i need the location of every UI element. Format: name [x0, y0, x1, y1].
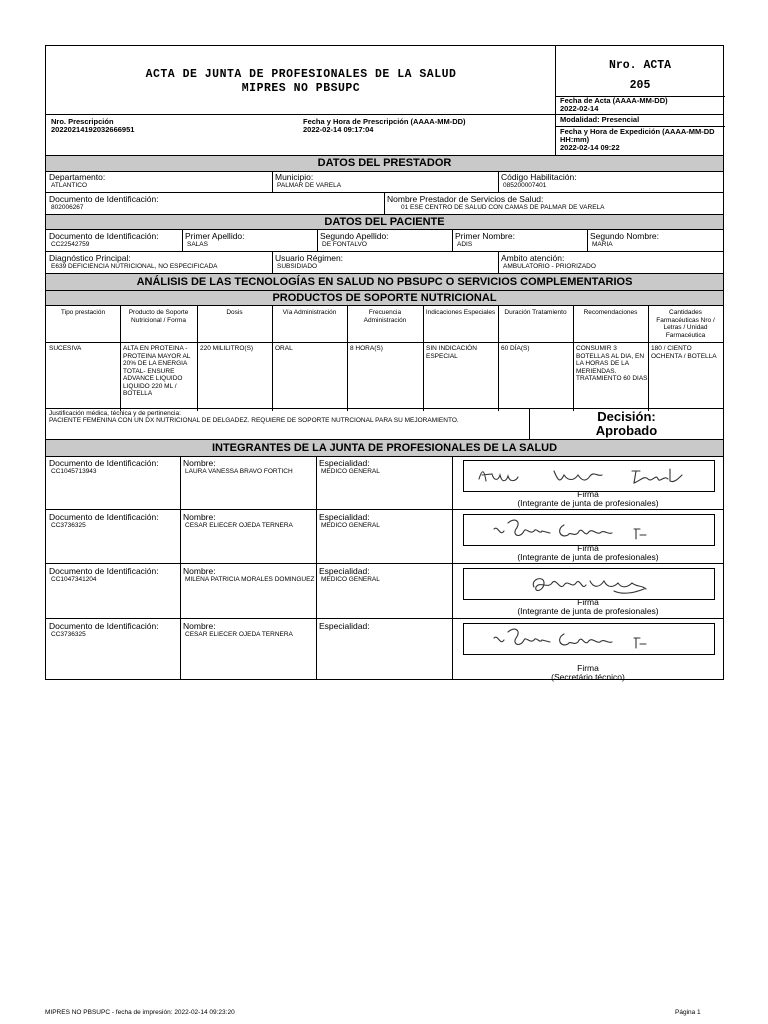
decision-value: Aprobado — [595, 423, 658, 438]
member-nombre-field: Nombre: LAURA VANESSA BRAVO FORTICH — [183, 458, 293, 475]
fecha-prescripcion-block: Fecha y Hora de Prescripción (AAAA-MM-DD) 2022-02-14 09:17:04 — [303, 117, 466, 134]
prestador-doc-field: Documento de Identificación: 802006267 — [49, 194, 159, 211]
member-doc-field: Documento de Identificación: CC1045713943 — [49, 458, 159, 475]
section-paciente: DATOS DEL PACIENTE — [46, 215, 723, 229]
junta-member-row — [46, 510, 723, 564]
th-dosis: Dosis — [226, 309, 243, 316]
th-producto: Producto de Soporte Nutricional / Forma — [128, 309, 189, 324]
signature-image — [463, 623, 715, 655]
signature-icon — [464, 569, 714, 599]
municipio-field: Municipio: PALMAR DE VARELA — [275, 172, 342, 189]
acta-number: 205 — [629, 79, 651, 92]
footer-left: MIPRES NO PBSUPC - fecha de impresión: 2022-02-14 09:23:20 — [45, 1009, 235, 1016]
acta-document — [45, 45, 724, 680]
fecha-expedicion: Fecha y Hora de Expedición (AAAA-MM-DD HH:mm) 2022-02-14 09:22 — [560, 127, 715, 152]
regimen-field: Usuario Régimen: SUBSIDIADO — [275, 253, 344, 270]
segundo-nombre-field: Segundo Nombre: MARIA — [590, 231, 659, 248]
title-line-1: ACTA DE JUNTA DE PROFESIONALES DE LA SALUD — [145, 68, 457, 81]
junta-member-row — [46, 456, 723, 510]
firma-label: Firma — [577, 663, 599, 673]
th-via: Vía Administración — [282, 309, 337, 316]
member-signature-area — [453, 510, 723, 564]
firma-role: (Integrante de junta de profesionales) — [517, 606, 659, 616]
member-signature-area — [453, 619, 723, 680]
th-tipo: Tipo prestación — [60, 309, 106, 316]
member-especialidad-field: Especialidad: MEDICO GENERAL — [319, 566, 380, 583]
paciente-doc-field: Documento de Identificación: CC22542759 — [49, 231, 159, 248]
segundo-apellido-field: Segundo Apellido: DE FONTALVO — [320, 231, 389, 248]
firma-role: (Secretário técnico) — [551, 672, 625, 682]
section-prestador: DATOS DEL PRESTADOR — [46, 156, 723, 171]
member-especialidad-field: Especialidad: MEDICO GENERAL — [319, 512, 380, 529]
member-signature-area — [453, 456, 723, 510]
firma-label: Firma — [577, 543, 599, 553]
member-doc-field: Documento de Identificación: CC3736325 — [49, 621, 159, 638]
primer-apellido-field: Primer Apellido: SALAS — [185, 231, 245, 248]
junta-member-row — [46, 564, 723, 619]
section-junta: INTEGRANTES DE LA JUNTA DE PROFESIONALES DE LA SALUD — [46, 440, 723, 456]
member-doc-field: Documento de Identificación: CC1047341204 — [49, 566, 159, 583]
footer-right: Página 1 — [675, 1009, 701, 1016]
member-nombre-field: Nombre: CESAR ELIECER OJEDA TERNERA — [183, 621, 293, 638]
modalidad: Modalidad: Presencial — [560, 115, 640, 124]
justificacion-field: Justificación médica, técnica y de pertinencia: PACIENTE FEMENINA CON UN DX NUTRICIONAL DE DELGADEZ. REQUIERE DE SOPORTE NUTRCIONAL PARA SU MEJORAMIENTO. — [49, 410, 459, 424]
signature-image — [463, 568, 715, 600]
table-header-row — [46, 305, 723, 342]
diagnostico-field: Diagnóstico Principal: E639 DEFICIENCIA NUTRICIONAL, NO ESPECIFICADA — [49, 253, 218, 270]
document-title — [46, 68, 556, 96]
th-frecuencia: Frecuencia Administración — [363, 309, 407, 324]
decision-block — [530, 410, 723, 438]
acta-label: Nro. ACTA — [608, 59, 672, 72]
signature-image — [463, 514, 715, 546]
prescripcion-block: Nro. Prescripción 20220214192032666951 — [51, 117, 135, 134]
th-cantidades: Cantidades Farmacéuticas Nro / Letras / Unidad Farmacéutica — [656, 309, 715, 339]
member-nombre-field: Nombre: CESAR ELIECER OJEDA TERNERA — [183, 512, 293, 529]
acta-number-block — [556, 56, 724, 96]
member-especialidad-field: Especialidad: MEDICO GENERAL — [319, 458, 380, 475]
th-indicaciones: Indicaciones Especiales — [425, 309, 496, 316]
departamento-field: Departamento: ATLANTICO — [49, 172, 106, 189]
primer-nombre-field: Primer Nombre: ADIS — [455, 231, 515, 248]
firma-role: (Integrante de junta de profesionales) — [517, 498, 659, 508]
signature-icon — [464, 461, 714, 491]
productos-table — [46, 305, 723, 411]
firma-label: Firma — [577, 597, 599, 607]
decision-label: Decisión: — [597, 409, 656, 424]
section-analisis: ANÁLISIS DE LAS TECNOLOGÍAS EN SALUD NO PBSUPC O SERVICIOS COMPLEMENTARIOS — [46, 274, 723, 290]
member-signature-area — [453, 564, 723, 619]
section-productos: PRODUCTOS DE SOPORTE NUTRICIONAL — [46, 291, 723, 305]
th-recomendaciones: Recomendaciones — [583, 309, 638, 316]
signature-image — [463, 460, 715, 492]
codigo-habilitacion-field: Código Habilitación: 085200007401 — [501, 172, 577, 189]
ambito-field: Ambito atención: AMBULATORIO - PRIORIZADO — [501, 253, 596, 270]
member-especialidad-field: Especialidad: — [319, 621, 370, 631]
member-nombre-field: Nombre: MILENA PATRICIA MORALES DOMINGUEZ — [183, 566, 315, 583]
firma-role: (Integrante de junta de profesionales) — [517, 552, 659, 562]
signature-icon — [464, 624, 714, 654]
signature-icon — [464, 515, 714, 545]
fecha-acta: Fecha de Acta (AAAA-MM-DD) 2022-02-14 — [560, 96, 668, 113]
junta-member-row — [46, 619, 723, 680]
prestador-nombre-field: Nombre Prestador de Servicios de Salud: 01 ESE CENTRO DE SALUD CON CAMAS DE PALMAR DE VARELA — [387, 194, 605, 211]
firma-label: Firma — [577, 489, 599, 499]
table-row: SUCESIVA ALTA EN PROTEINA - PROTEINA MAYOR AL 20% DE LA ENERGIA TOTAL- ENSURE ADVANCE LIQUIDO LIQUIDO 220 ML / BOTELLA 220 MILILITRO(S) ORAL 8 HORA(S) SIN INDICACIÓN ESPECIAL 60 DÍA(S) CONSUMIR 3 BOTELLAS AL DIA, EN LA HORAS DE LA MERIENDAS. TRATAMIENTO 60 DIAS 180 / CIENTO OCHENTA / BOTELLA — [49, 345, 717, 397]
member-doc-field: Documento de Identificación: CC3736325 — [49, 512, 159, 529]
th-duracion: Duración Tratamiento — [504, 309, 567, 316]
title-line-2: MIPRES NO PBSUPC — [241, 82, 361, 95]
